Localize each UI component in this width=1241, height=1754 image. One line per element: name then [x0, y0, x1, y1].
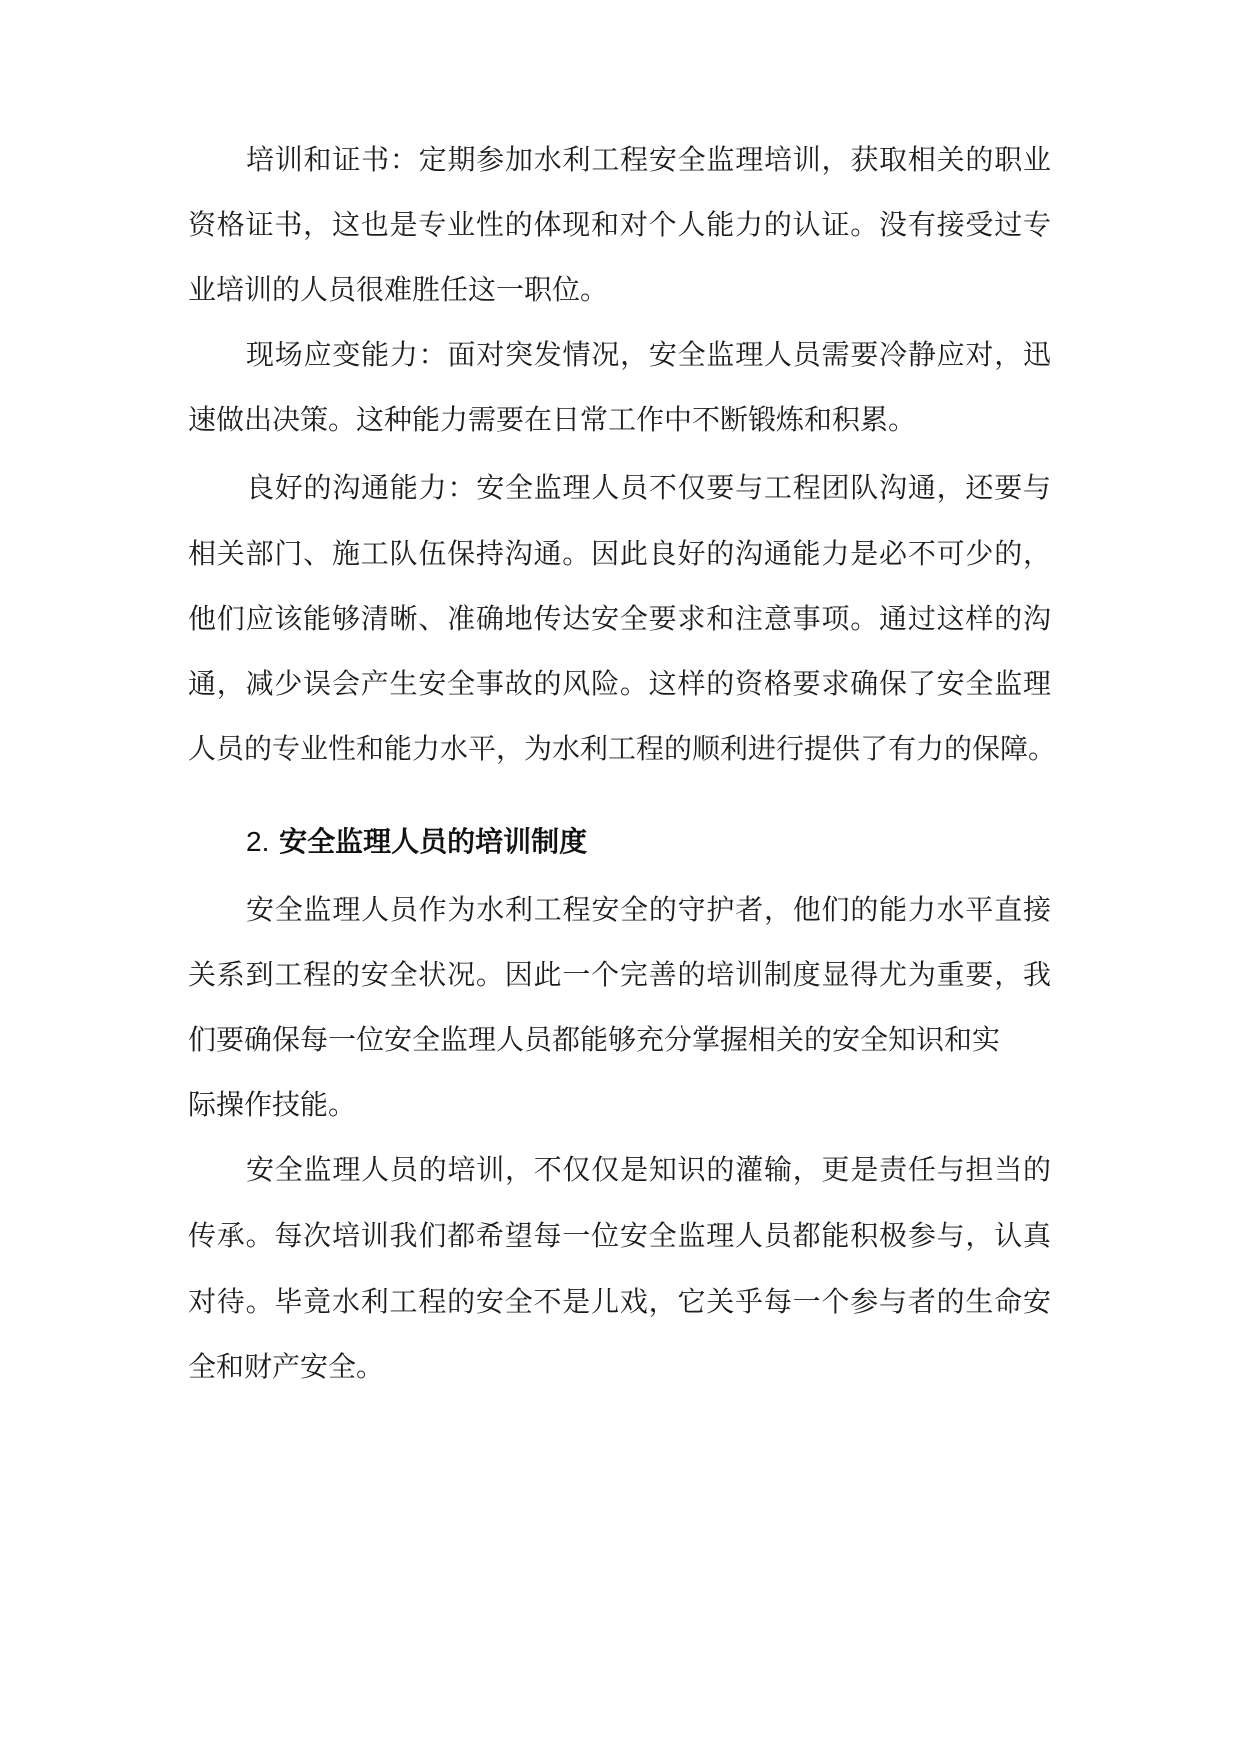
- paragraph-1-line-2: 资格证书，这也是专业性的体现和对个人能力的认证。没有接受过专: [188, 208, 1051, 241]
- paragraph-3-line-1: 良好的沟通能力：安全监理人员不仅要与工程团队沟通，还要与: [246, 471, 1051, 504]
- paragraph-3-line-4: 通，减少误会产生安全事故的风险。这样的资格要求确保了安全监理: [188, 667, 1051, 700]
- paragraph-2-line-2: 速做出决策。这种能力需要在日常工作中不断锻炼和积累。: [188, 403, 917, 436]
- section-paragraph-1-line-4: 际操作技能。: [188, 1088, 357, 1121]
- section-paragraph-2-line-1: 安全监理人员的培训，不仅仅是知识的灌输，更是责任与担当的: [246, 1153, 1051, 1186]
- paragraph-3-line-3: 他们应该能够清晰、准确地传达安全要求和注意事项。通过这样的沟: [188, 602, 1051, 635]
- section-paragraph-1-line-2: 关系到工程的安全状况。因此一个完善的培训制度显得尤为重要，我: [188, 958, 1051, 991]
- section-paragraph-1-line-1: 安全监理人员作为水利工程安全的守护者，他们的能力水平直接: [246, 893, 1051, 926]
- section-paragraph-2-line-3: 对待。毕竟水利工程的安全不是儿戏，它关乎每一个参与者的生命安: [188, 1285, 1051, 1318]
- paragraph-1-line-3: 业培训的人员很难胜任这一职位。: [188, 273, 609, 306]
- section-paragraph-1-line-3: 们要确保每一位安全监理人员都能够充分掌握相关的安全知识和实: [188, 1023, 1001, 1056]
- section-heading: [246, 825, 587, 859]
- section-title: 安全监理人员的培训制度: [279, 825, 588, 858]
- section-number: 2.: [246, 826, 270, 857]
- paragraph-3-line-2: 相关部门、施工队伍保持沟通。因此良好的沟通能力是必不可少的，: [188, 537, 1051, 570]
- section-paragraph-2-line-2: 传承。每次培训我们都希望每一位安全监理人员都能积极参与，认真: [188, 1219, 1051, 1252]
- section-paragraph-2-line-4: 全和财产安全。: [188, 1350, 385, 1383]
- paragraph-2-line-1: 现场应变能力：面对突发情况，安全监理人员需要冷静应对，迅: [246, 338, 1051, 371]
- paragraph-1-line-1: 培训和证书：定期参加水利工程安全监理培训，获取相关的职业: [246, 143, 1051, 176]
- paragraph-3-line-5: 人员的专业性和能力水平，为水利工程的顺利进行提供了有力的保障。: [188, 732, 1057, 765]
